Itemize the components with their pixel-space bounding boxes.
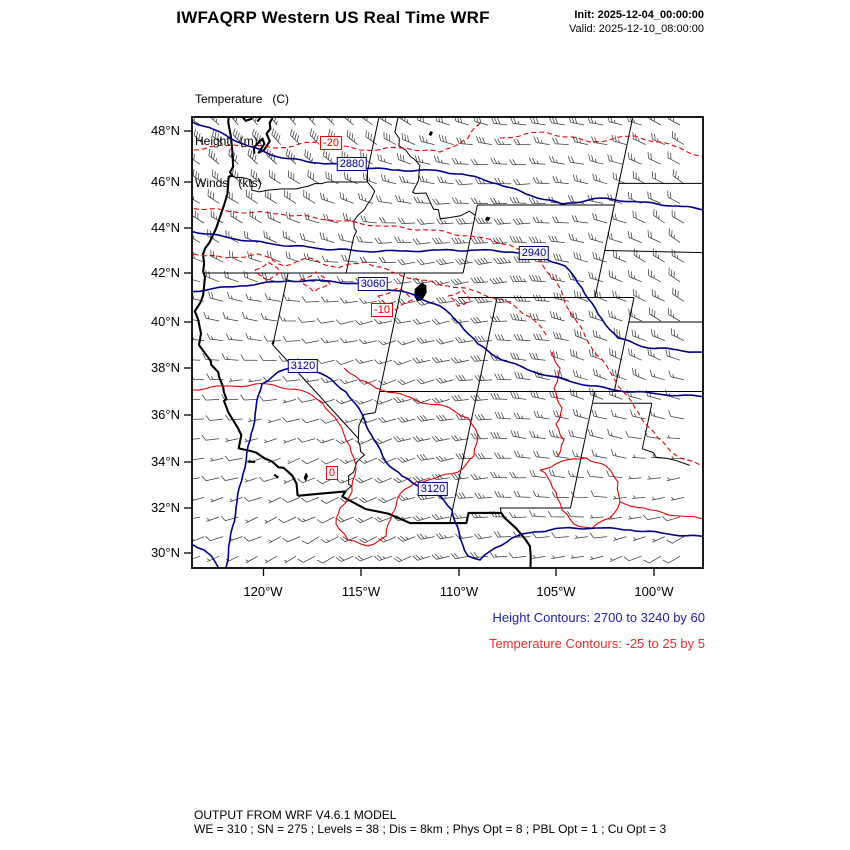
valid-timestamp: Valid: 2025-12-10_08:00:00 xyxy=(569,23,704,35)
temperature-contour-label: -20 xyxy=(320,136,342,150)
height-contour-label: 3120 xyxy=(288,359,318,373)
lat-tick-label: 40°N xyxy=(150,314,180,329)
lat-tick-label: 38°N xyxy=(150,360,180,375)
legend-temperature: Temperature (C) xyxy=(195,92,290,106)
lake xyxy=(429,131,433,136)
lat-tick-label: 32°N xyxy=(150,500,180,515)
temperature-contours-caption: Temperature Contours: -25 to 25 by 5 xyxy=(488,636,705,651)
temperature-contour-label: 0 xyxy=(326,466,338,480)
temperature-contour-label: -10 xyxy=(371,303,393,317)
lat-tick-label: 34°N xyxy=(150,454,180,469)
lon-tick-label: 115°W xyxy=(341,584,381,599)
lake xyxy=(485,217,490,222)
height-contours-caption: Height Contours: 2700 to 3240 by 60 xyxy=(492,610,705,625)
height-contour-label: 3120 xyxy=(418,482,448,496)
lat-tick-label: 44°N xyxy=(150,220,180,235)
height-contour-label: 2880 xyxy=(337,157,367,171)
lon-tick-label: 100°W xyxy=(634,584,674,599)
legend-winds: Winds (kts) xyxy=(195,176,262,190)
lon-tick-label: 120°W xyxy=(243,584,283,599)
lat-tick-label: 46°N xyxy=(150,174,180,189)
page-title: IWFAQRP Western US Real Time WRF xyxy=(176,8,490,27)
lat-tick-label: 30°N xyxy=(150,545,180,560)
init-timestamp: Init: 2025-12-04_00:00:00 xyxy=(574,9,704,21)
lat-tick-label: 42°N xyxy=(150,265,180,280)
field-legend xyxy=(195,64,289,218)
lat-tick-label: 36°N xyxy=(150,407,180,422)
height-contour-label: 2940 xyxy=(519,246,549,260)
lon-tick-label: 110°W xyxy=(439,584,479,599)
model-config-line: WE = 310 ; SN = 275 ; Levels = 38 ; Dis = 8km ; Phys Opt = 8 ; PBL Opt = 1 ; Cu Opt = 3 xyxy=(194,822,667,836)
legend-height: Height (m) xyxy=(195,134,258,148)
lat-tick-label: 48°N xyxy=(150,123,180,138)
lon-tick-label: 105°W xyxy=(536,584,576,599)
height-contour-label: 3060 xyxy=(358,277,388,291)
model-output-line: OUTPUT FROM WRF V4.6.1 MODEL xyxy=(194,808,397,822)
lake xyxy=(304,472,308,481)
